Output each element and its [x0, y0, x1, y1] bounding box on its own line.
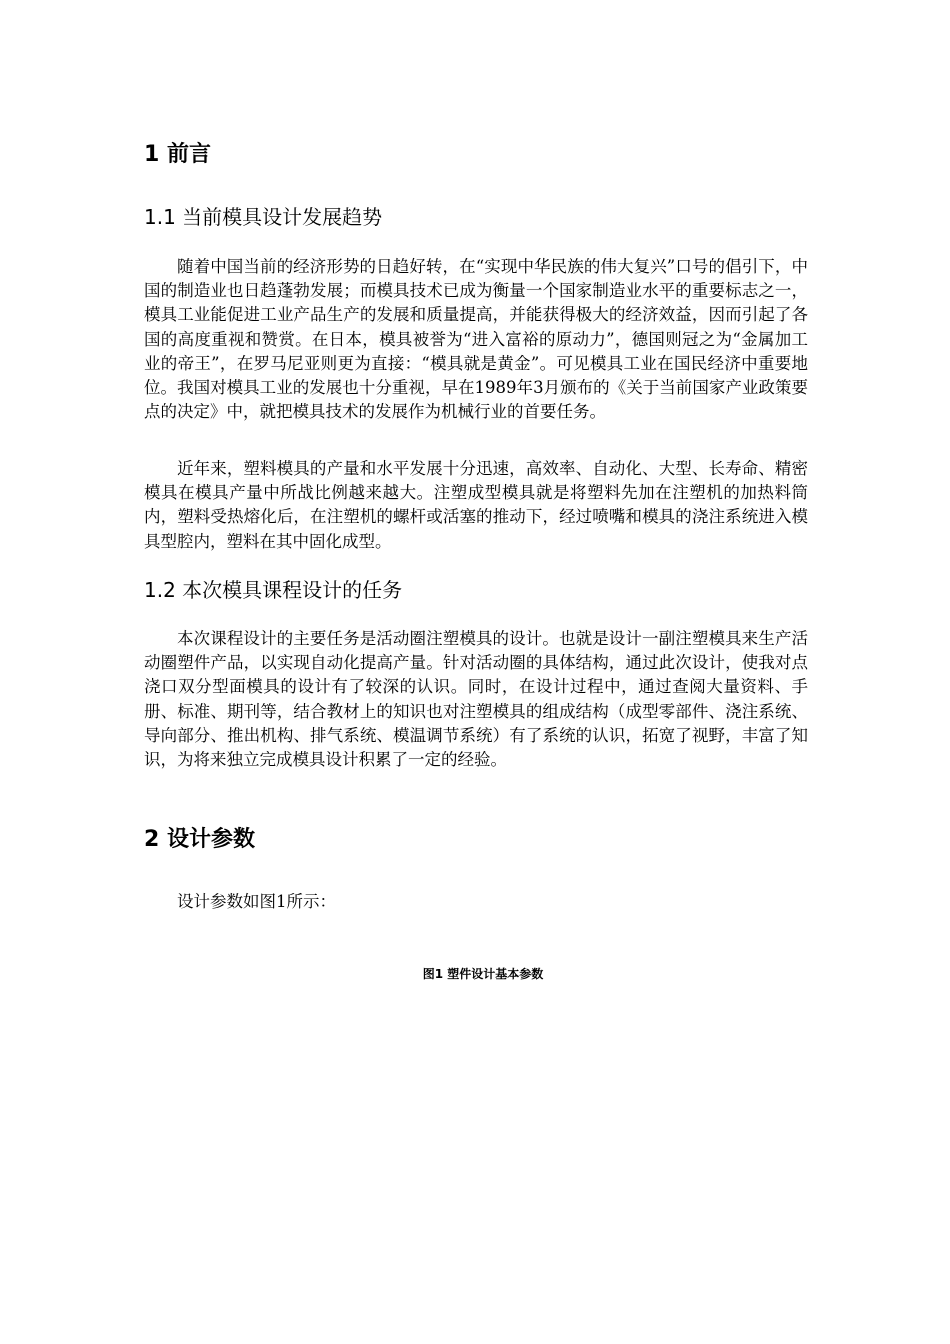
subsection-heading-task: 1.2 本次模具课程设计的任务	[144, 578, 403, 602]
paragraph-task: 本次课程设计的主要任务是活动圈注塑模具的设计。也就是设计一副注塑模具来生产活动圈塑件产品，以实现自动化提高产量。针对活动圈的具体结构，通过此次设计，使我对点浇口双分型面模具的设计有了较深的认识。同时，在设计过程中，通过查阅大量资料、手册、标准、期刊等，结合教材上的知识也对注塑模具的组成结构（成型零部件、浇注系统、导向部分、推出机构、排气系统、模温调节系统）有了系统的认识，拓宽了视野，丰富了知识，为将来独立完成模具设计积累了一定的经验。	[144, 629, 808, 770]
section-heading-preface: 1 前言	[144, 142, 211, 167]
paragraph-trends-1: 随着中国当前的经济形势的日趋好转，在“实现中华民族的伟大复兴”口号的倡引下，中国的制造业也日趋蓬勃发展；而模具技术已成为衡量一个国家制造业水平的重要标志之一，模具工业能促进工业产品生产的发展和质量提高，并能获得极大的经济效益，因而引起了各国的高度重视和赞赏。在日本，模具被誉为“进入富裕的原动力”，德国则冠之为“金属加工业的帝王”，在罗马尼亚则更为直接：“模具就是黄金”。可见模具工业在国民经济中重要地位。我国对模具工业的发展也十分重视，早在1989年3月颁布的《关于当前国家产业政策要点的决定》中，就把模具技术的发展作为机械行业的首要任务。	[144, 257, 808, 422]
subsection-heading-trends: 1.1 当前模具设计发展趋势	[144, 205, 383, 229]
figure-caption: 图1 塑件设计基本参数	[422, 967, 544, 981]
paragraph-design-params: 设计参数如图1所示：	[177, 892, 336, 911]
section-heading-design-params: 2 设计参数	[144, 827, 255, 852]
paragraph-trends-2: 近年来，塑料模具的产量和水平发展十分迅速，高效率、自动化、大型、长寿命、精密模具在模具产量中所战比例越来越大。注塑成型模具就是将塑料先加在注塑机的加热料筒内，塑料受热熔化后，在注塑机的螺杆或活塞的推动下，经过喷嘴和模具的浇注系统进入模具型腔内，塑料在其中固化成型。	[144, 459, 808, 551]
